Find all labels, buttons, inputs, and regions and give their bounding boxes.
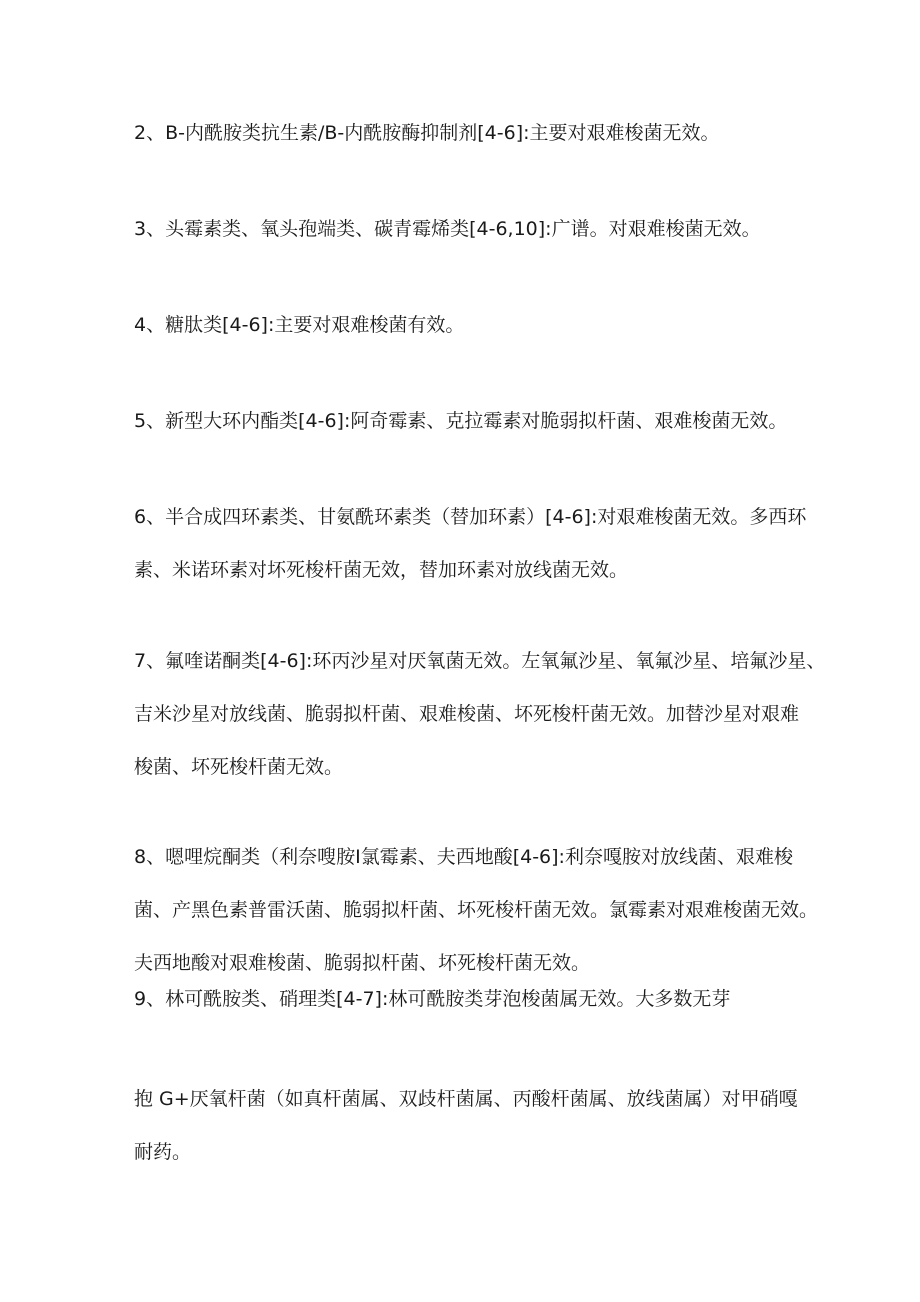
paragraph-macrolides: [134, 395, 824, 448]
paragraph-beta-lactam: [134, 107, 824, 160]
text-line: 梭菌、坏死梭杆菌无效。: [134, 756, 344, 778]
text-line: 5、新型大环内酯类[4-6]:阿奇霉素、克拉霉素对脆弱拟杆菌、艰难梭菌无效。: [134, 410, 788, 432]
text-line: 9、林可酰胺类、硝理类[4-7]:林可酰胺类芽泡梭菌属无效。大多数无芽: [134, 988, 731, 1010]
paragraph-lincosamides: [134, 973, 824, 1026]
text-line: 夫西地酸对艰难梭菌、脆弱拟杆菌、坏死梭杆菌无效。: [134, 952, 591, 974]
text-line: 抱 G+厌氧杆菌（如真杆菌属、双歧杆菌属、丙酸杆菌属、放线菌属）对甲硝嘎: [134, 1088, 798, 1110]
text-line: 素、米诺环素对坏死梭杆菌无效，替加环素对放线菌无效。: [134, 559, 629, 581]
text-line: 4、糖肽类[4-6]:主要对艰难梭菌有效。: [134, 314, 465, 336]
paragraph-cephamycins: [134, 203, 824, 256]
text-line: 7、氟喹诺酮类[4-6]:环丙沙星对厌氧菌无效。左氧氟沙星、氧氟沙星、培氟沙星、: [134, 650, 826, 672]
text-line: 菌、产黑色素普雷沃菌、脆弱拟杆菌、坏死梭杆菌无效。氯霉素对艰难梭菌无效。: [134, 899, 819, 921]
paragraph-anaerobes-resistance: [134, 1073, 824, 1179]
paragraph-oxazolidinones: [134, 831, 824, 980]
paragraph-glycopeptides: [134, 299, 824, 352]
text-line: 2、B-内酰胺类抗生素/B-内酰胺酶抑制剂[4-6]:主要对艰难梭菌无效。: [134, 122, 720, 144]
text-line: 耐药。: [134, 1141, 192, 1163]
paragraph-fluoroquinolones: [134, 635, 824, 794]
text-line: 8、嗯哩烷酮类（利奈嗖胺I氯霉素、夫西地酸[4-6]:利奈嘎胺对放线菌、艰难梭: [134, 846, 793, 868]
text-line: 3、头霉素类、氧头孢端类、碳青霉烯类[4-6,10]:广谱。对艰难梭菌无效。: [134, 218, 761, 240]
text-line: 6、半合成四环素类、甘氨酰环素类（替加环素）[4-6]:对艰难梭菌无效。多西环: [134, 506, 807, 528]
text-line: 吉米沙星对放线菌、脆弱拟杆菌、艰难梭菌、坏死梭杆菌无效。加替沙星对艰难: [134, 703, 800, 725]
paragraph-tetracyclines: [134, 491, 824, 597]
